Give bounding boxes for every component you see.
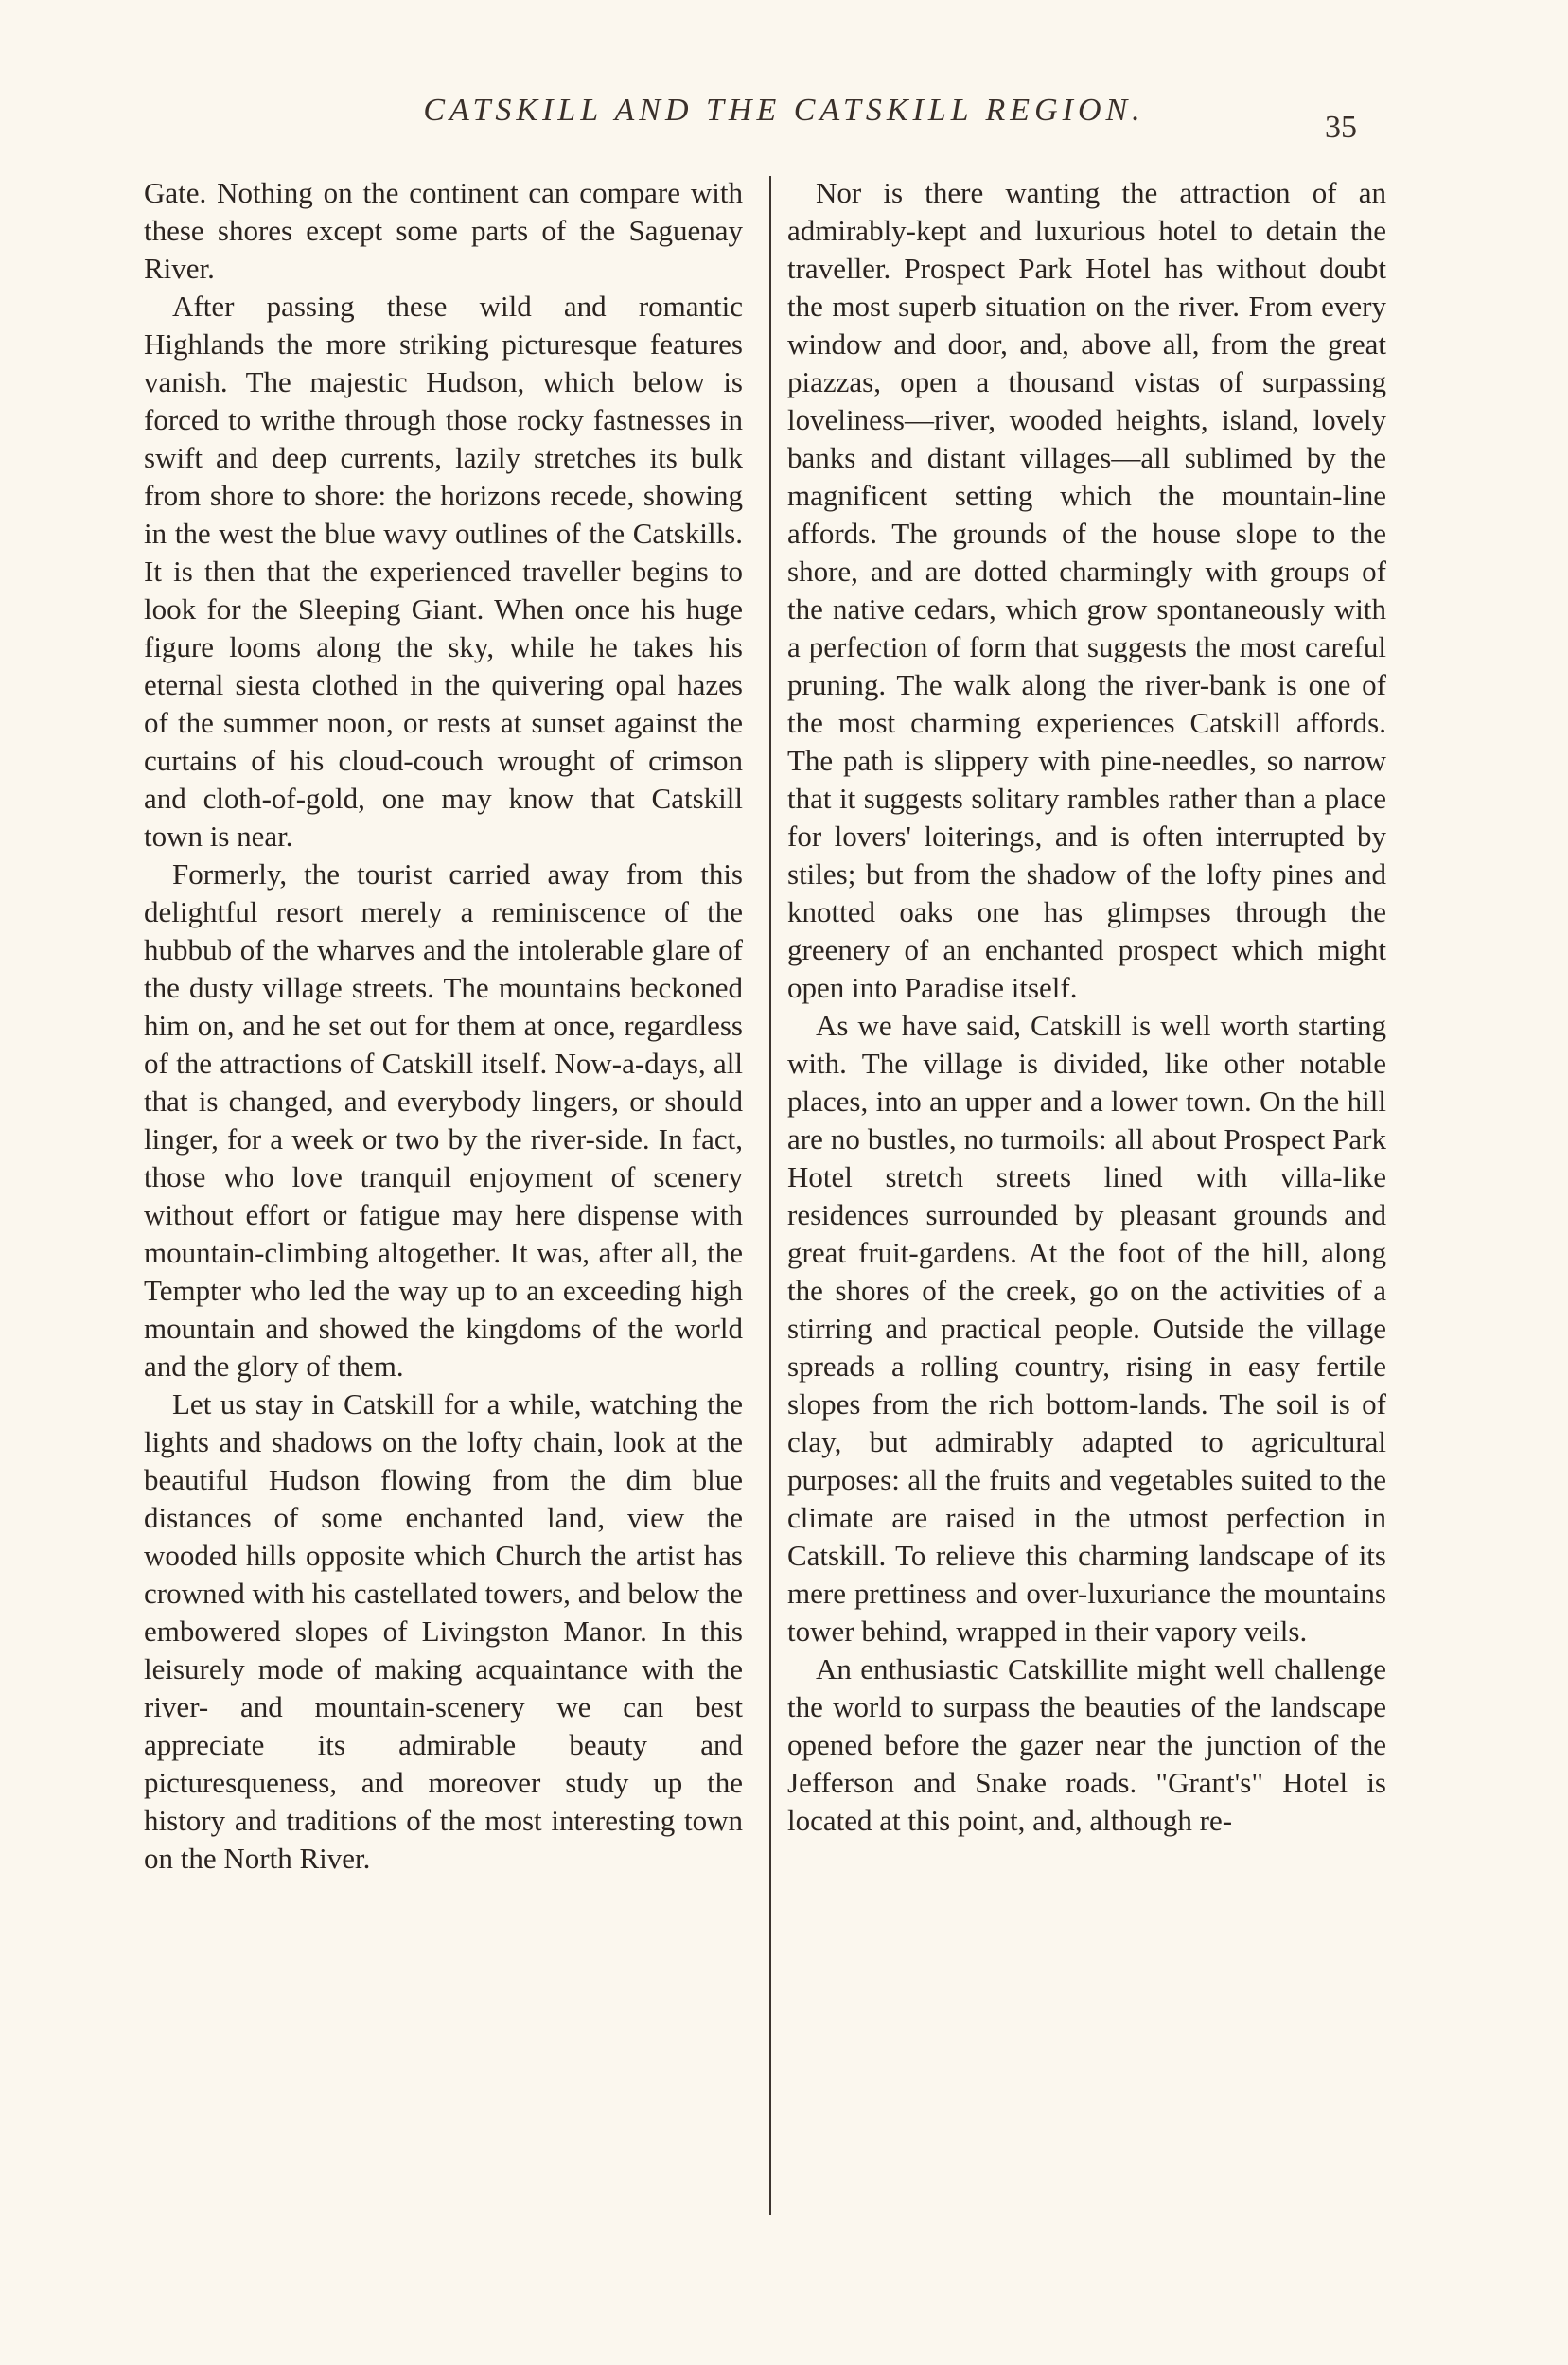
left-column [144,174,743,1878]
column-divider [769,176,771,2215]
right-paragraph-2: As we have said, Catskill is well worth starting with. The village is divided, like other notable places, into an upper and a lower town. On the hill are no bustles, no turmoils: all about Prospect Park Hotel stretch streets lined with villa-like residences surrounded by pleasant grounds and great fruit-gardens. At the foot of the hill, along the shores of the creek, go on the activities of a stirring and practical people. Outside the village spreads a rolling country, rising in easy fertile slopes from the rich bottom-lands. The soil is of clay, but admirably adapted to agricultural purposes: all the fruits and vegetables suited to the climate are raised in the utmost perfection in Catskill. To relieve this charming landscape of its mere prettiness and over-luxuriance the mountains tower behind, wrapped in their vapory veils. [787,1009,1386,1648]
right-paragraph-3: An enthusiastic Catskillite might well challenge the world to surpass the beauties of the landscape opened before the gazer near the junction of the Jefferson and Snake roads. "Grant's" Hotel is located at this point, and, although re- [787,1652,1386,1837]
left-paragraph-4: Let us stay in Catskill for a while, watching the lights and shadows on the lofty chain, look at the beautiful Hudson flowing from the dim blue distances of some enchanted land, view the wooded hills opposite which Church the artist has crowned with his castellated towers, and below the embowered slopes of Livingston Manor. In this leisurely mode of making acquaintance with the river- and mountain-scenery we can best appreciate its admirable beauty and picturesqueness, and moreover study up the history and traditions of the most interesting town on the North River. [144,1387,743,1875]
running-title: CATSKILL AND THE CATSKILL REGION. [423,93,1145,128]
right-column [787,174,1386,1840]
page-number: 35 [1325,110,1357,145]
left-paragraph-3: Formerly, the tourist carried away from this delightful resort merely a reminiscence of the hubbub of the wharves and the intolerable glare of the dusty village streets. The mountains beckoned him on, and he set out for them at once, regardless of the attractions of Catskill itself. Now-a-days, all that is changed, and everybody lingers, or should linger, for a week or two by the river-side. In fact, those who love tranquil enjoyment of scenery without effort or fatigue may here dispense with mountain-climbing altogether. It was, after all, the Tempter who led the way up to an exceeding high mountain and showed the kingdoms of the world and the glory of them. [144,857,743,1383]
left-paragraph-1: Gate. Nothing on the continent can compare with these shores except some parts of the Saguenay River. [144,176,743,285]
right-paragraph-1: Nor is there wanting the attraction of an admirably-kept and luxurious hotel to detain the traveller. Prospect Park Hotel has without doubt the most superb situation on the river. From every window and door, and, above all, from the great piazzas, open a thousand vistas of surpassing loveliness—river, wooded heights, island, lovely banks and distant villages—all sublimed by the magnificent setting which the mountain-line affords. The grounds of the house slope to the shore, and are dotted charmingly with groups of the native cedars, which grow spontaneously with a perfection of form that suggests the most careful pruning. The walk along the river-bank is one of the most charming experiences Catskill affords. The path is slippery with pine-needles, so narrow that it suggests solitary rambles rather than a place for lovers' loiterings, and is often interrupted by stiles; but from the shadow of the lofty pines and knotted oaks one has glimpses through the greenery of an enchanted prospect which might open into Paradise itself. [787,176,1386,1004]
left-paragraph-2: After passing these wild and romantic Highlands the more striking picturesque features vanish. The majestic Hudson, which below is forced to writhe through those rocky fastnesses in swift and deep currents, lazily stretches its bulk from shore to shore: the horizons recede, showing in the west the blue wavy outlines of the Catskills. It is then that the experienced traveller begins to look for the Sleeping Giant. When once his huge figure looms along the sky, while he takes his eternal siesta clothed in the quivering opal hazes of the summer noon, or rests at sunset against the curtains of his cloud-couch wrought of crimson and cloth-of-gold, one may know that Catskill town is near. [144,290,743,853]
